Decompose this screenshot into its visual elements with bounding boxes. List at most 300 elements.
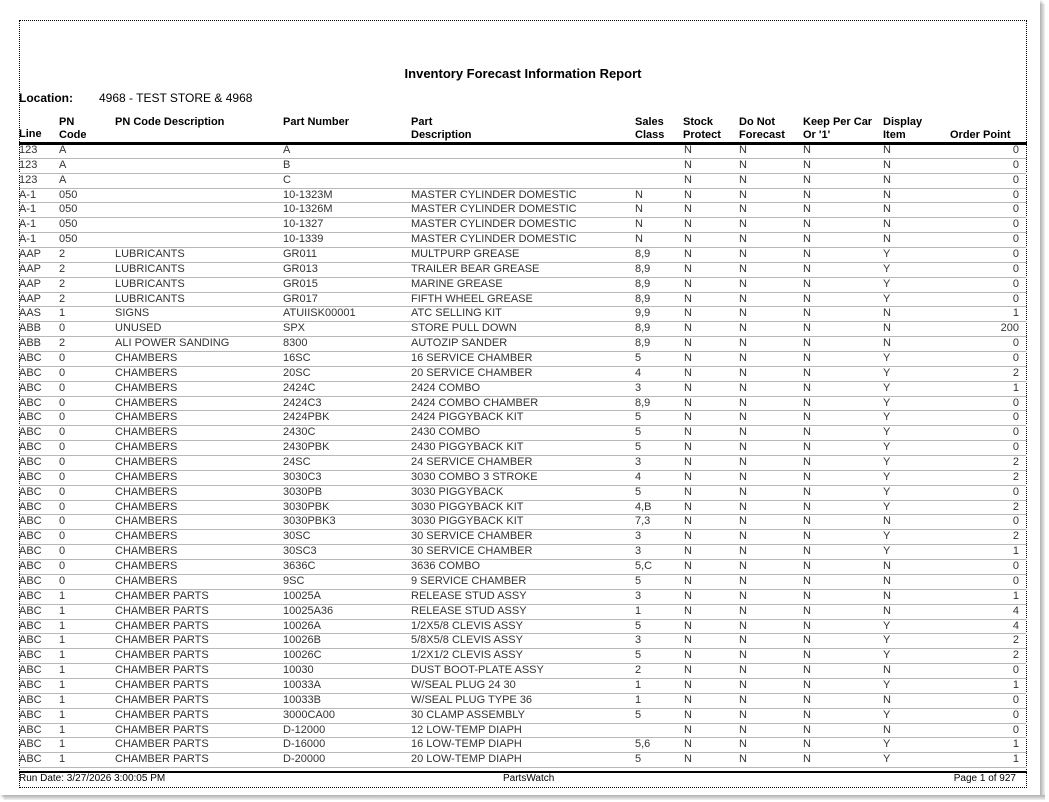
cell-keep-per-car: N xyxy=(803,560,811,573)
cell-part-description: RELEASE STUD ASSY xyxy=(411,604,527,617)
cell-order-point: 1 xyxy=(1012,589,1019,602)
cell-order-point: 2 xyxy=(1012,456,1019,469)
cell-order-point: 0 xyxy=(1012,158,1019,171)
cell-pn-code-description: CHAMBERS xyxy=(115,500,178,513)
cell-sales-class: 3 xyxy=(635,381,642,394)
cell-display-item: Y xyxy=(883,753,891,766)
cell-sales-class: 7,3 xyxy=(635,515,651,528)
cell-part-number: 3636C xyxy=(283,560,316,573)
table-row xyxy=(19,530,1027,545)
cell-display-item: Y xyxy=(883,441,891,454)
cell-line: ABC xyxy=(19,604,42,617)
cell-pn-code-description: CHAMBERS xyxy=(115,574,178,587)
cell-keep-per-car: N xyxy=(803,649,811,662)
table-row xyxy=(19,426,1027,441)
cell-line: ABC xyxy=(19,649,42,662)
cell-line: ABC xyxy=(19,381,42,394)
cell-line: A-1 xyxy=(19,188,37,201)
cell-part-description: MASTER CYLINDER DOMESTIC xyxy=(411,203,577,216)
cell-sales-class: 3 xyxy=(635,545,642,558)
cell-order-point: 0 xyxy=(1012,396,1019,409)
cell-sales-class: 5 xyxy=(635,574,642,587)
table-row xyxy=(19,411,1027,426)
table-row xyxy=(19,649,1027,664)
cell-do-not-forecast: N xyxy=(739,530,747,543)
cell-part-description: 2430 PIGGYBACK KIT xyxy=(411,441,524,454)
cell-pn-code-description: CHAMBER PARTS xyxy=(115,604,209,617)
cell-stock-protect: N xyxy=(684,396,692,409)
cell-line: ABC xyxy=(19,708,42,721)
cell-stock-protect: N xyxy=(684,738,692,751)
table-row xyxy=(19,441,1027,456)
cell-order-point: 0 xyxy=(1012,292,1019,305)
cell-part-number: D-12000 xyxy=(283,723,326,736)
cell-pn-code: A xyxy=(59,144,67,156)
header-do-not-forecast xyxy=(739,116,785,142)
cell-do-not-forecast: N xyxy=(739,203,747,216)
cell-display-item: N xyxy=(883,218,891,231)
cell-stock-protect: N xyxy=(684,144,692,156)
cell-sales-class: N xyxy=(635,218,643,231)
cell-keep-per-car: N xyxy=(803,322,811,335)
cell-part-number: 2424PBK xyxy=(283,411,330,424)
cell-display-item: N xyxy=(883,604,891,617)
cell-sales-class: 5 xyxy=(635,411,642,424)
cell-sales-class: 8,9 xyxy=(635,248,651,261)
cell-order-point: 0 xyxy=(1012,203,1019,216)
cell-order-point: 0 xyxy=(1012,426,1019,439)
cell-pn-code: 1 xyxy=(59,649,66,662)
cell-part-description: 3030 PIGGYBACK xyxy=(411,485,504,498)
cell-part-description: 2424 COMBO CHAMBER xyxy=(411,396,539,409)
cell-line: ABC xyxy=(19,619,42,632)
cell-part-description: 1/2X1/2 CLEVIS ASSY xyxy=(411,649,523,662)
cell-display-item: Y xyxy=(883,366,891,379)
cell-line: ABC xyxy=(19,426,42,439)
cell-keep-per-car: N xyxy=(803,500,811,513)
cell-line: ABC xyxy=(19,485,42,498)
cell-do-not-forecast: N xyxy=(739,218,747,231)
cell-order-point: 1 xyxy=(1012,545,1019,558)
cell-part-description: 5/8X5/8 CLEVIS ASSY xyxy=(411,634,523,647)
cell-line: ABC xyxy=(19,678,42,691)
cell-part-number: C xyxy=(283,173,291,186)
cell-part-number: 10-1327 xyxy=(283,218,324,231)
cell-display-item: Y xyxy=(883,485,891,498)
cell-part-number: GR017 xyxy=(283,292,318,305)
cell-do-not-forecast: N xyxy=(739,307,747,320)
cell-stock-protect: N xyxy=(684,515,692,528)
cell-order-point: 0 xyxy=(1012,352,1019,365)
app-name: PartsWatch xyxy=(503,773,555,784)
cell-part-number: 2430PBK xyxy=(283,441,330,454)
header-sales-class-line1: Sales xyxy=(635,116,664,128)
cell-stock-protect: N xyxy=(684,604,692,617)
cell-do-not-forecast: N xyxy=(739,545,747,558)
header-do-not-forecast-line1: Do Not xyxy=(739,116,776,128)
cell-pn-code-description: CHAMBERS xyxy=(115,485,178,498)
cell-do-not-forecast: N xyxy=(739,248,747,261)
cell-do-not-forecast: N xyxy=(739,144,747,156)
cell-keep-per-car: N xyxy=(803,277,811,290)
cell-pn-code: 1 xyxy=(59,753,66,766)
cell-part-number: ATUIISK00001 xyxy=(283,307,356,320)
header-pn-code-line1: PN xyxy=(59,116,75,128)
cell-part-number: A xyxy=(283,144,291,156)
cell-line: ABC xyxy=(19,396,42,409)
cell-pn-code: 2 xyxy=(59,262,66,275)
cell-display-item: Y xyxy=(883,396,891,409)
cell-sales-class: 5 xyxy=(635,485,642,498)
cell-pn-code: 2 xyxy=(59,337,66,350)
cell-pn-code-description: CHAMBER PARTS xyxy=(115,753,209,766)
table-row xyxy=(19,263,1027,278)
cell-part-description: 3636 COMBO xyxy=(411,560,481,573)
cell-order-point: 0 xyxy=(1012,441,1019,454)
cell-sales-class: 8,9 xyxy=(635,277,651,290)
cell-sales-class: N xyxy=(635,233,643,246)
cell-pn-code: 0 xyxy=(59,560,66,573)
cell-sales-class: 3 xyxy=(635,589,642,602)
header-pn-code-line2: Code xyxy=(59,129,87,141)
cell-pn-code-description: CHAMBERS xyxy=(115,515,178,528)
cell-do-not-forecast: N xyxy=(739,173,747,186)
cell-pn-code: 0 xyxy=(59,545,66,558)
cell-stock-protect: N xyxy=(684,233,692,246)
cell-order-point: 2 xyxy=(1012,634,1019,647)
cell-stock-protect: N xyxy=(684,456,692,469)
cell-part-number: 9SC xyxy=(283,574,305,587)
table-row xyxy=(19,144,1027,159)
table-row xyxy=(19,709,1027,724)
cell-part-description: MASTER CYLINDER DOMESTIC xyxy=(411,218,577,231)
cell-line: ABC xyxy=(19,560,42,573)
table-row xyxy=(19,218,1027,233)
cell-part-number: GR013 xyxy=(283,262,318,275)
cell-keep-per-car: N xyxy=(803,708,811,721)
cell-part-description: 30 SERVICE CHAMBER xyxy=(411,545,533,558)
cell-sales-class: 5,6 xyxy=(635,738,651,751)
cell-display-item: N xyxy=(883,574,891,587)
cell-do-not-forecast: N xyxy=(739,589,747,602)
cell-order-point: 2 xyxy=(1012,530,1019,543)
cell-pn-code: 0 xyxy=(59,381,66,394)
table-row xyxy=(19,634,1027,649)
header-order-point: Order Point xyxy=(950,129,1011,141)
cell-do-not-forecast: N xyxy=(739,158,747,171)
cell-keep-per-car: N xyxy=(803,545,811,558)
cell-part-number: 16SC xyxy=(283,352,311,365)
cell-pn-code: 1 xyxy=(59,604,66,617)
cell-display-item: N xyxy=(883,307,891,320)
cell-part-number: D-16000 xyxy=(283,738,326,751)
cell-keep-per-car: N xyxy=(803,307,811,320)
cell-do-not-forecast: N xyxy=(739,738,747,751)
header-part-description xyxy=(411,116,472,142)
cell-keep-per-car: N xyxy=(803,381,811,394)
cell-stock-protect: N xyxy=(684,277,692,290)
cell-pn-code: 0 xyxy=(59,411,66,424)
cell-display-item: N xyxy=(883,723,891,736)
cell-part-description: 12 LOW-TEMP DIAPH xyxy=(411,723,522,736)
cell-display-item: N xyxy=(883,233,891,246)
header-keep-per-car-line2: Or '1' xyxy=(803,129,831,141)
cell-stock-protect: N xyxy=(684,158,692,171)
cell-part-description: 2430 COMBO xyxy=(411,426,481,439)
cell-pn-code-description: CHAMBER PARTS xyxy=(115,664,209,677)
header-stock-protect-line1: Stock xyxy=(683,116,713,128)
table-row xyxy=(19,159,1027,174)
cell-line: ABC xyxy=(19,738,42,751)
cell-line: 123 xyxy=(19,173,38,186)
cell-line: A-1 xyxy=(19,218,37,231)
cell-part-number: 24SC xyxy=(283,456,311,469)
table-row xyxy=(19,203,1027,218)
cell-pn-code: 050 xyxy=(59,188,78,201)
cell-display-item: N xyxy=(883,188,891,201)
cell-pn-code-description: CHAMBER PARTS xyxy=(115,708,209,721)
cell-do-not-forecast: N xyxy=(739,485,747,498)
cell-display-item: Y xyxy=(883,634,891,647)
cell-order-point: 0 xyxy=(1012,248,1019,261)
cell-pn-code: 0 xyxy=(59,470,66,483)
cell-pn-code-description: CHAMBERS xyxy=(115,366,178,379)
cell-keep-per-car: N xyxy=(803,664,811,677)
cell-part-number: 2424C3 xyxy=(283,396,322,409)
cell-keep-per-car: N xyxy=(803,604,811,617)
cell-do-not-forecast: N xyxy=(739,337,747,350)
cell-stock-protect: N xyxy=(684,530,692,543)
table-row xyxy=(19,397,1027,412)
table-row xyxy=(19,620,1027,635)
cell-display-item: Y xyxy=(883,545,891,558)
table-row xyxy=(19,293,1027,308)
cell-do-not-forecast: N xyxy=(739,262,747,275)
cell-order-point: 0 xyxy=(1012,337,1019,350)
cell-pn-code: A xyxy=(59,173,67,186)
cell-part-number: 10033B xyxy=(283,693,321,706)
header-part-description-line2: Description xyxy=(411,129,472,141)
cell-display-item: N xyxy=(883,693,891,706)
cell-order-point: 4 xyxy=(1012,619,1019,632)
cell-order-point: 0 xyxy=(1012,233,1019,246)
cell-do-not-forecast: N xyxy=(739,500,747,513)
cell-pn-code: 0 xyxy=(59,441,66,454)
page-shadow-right xyxy=(1040,4,1045,799)
header-sales-class xyxy=(635,116,664,142)
cell-display-item: N xyxy=(883,589,891,602)
cell-keep-per-car: N xyxy=(803,173,811,186)
cell-stock-protect: N xyxy=(684,560,692,573)
cell-pn-code-description: CHAMBER PARTS xyxy=(115,693,209,706)
cell-pn-code-description: SIGNS xyxy=(115,307,150,320)
table-row xyxy=(19,382,1027,397)
cell-do-not-forecast: N xyxy=(739,396,747,409)
cell-stock-protect: N xyxy=(684,203,692,216)
table-row xyxy=(19,322,1027,337)
cell-pn-code-description: UNUSED xyxy=(115,322,162,335)
cell-part-number: 2430C xyxy=(283,426,316,439)
cell-stock-protect: N xyxy=(684,188,692,201)
cell-display-item: N xyxy=(883,158,891,171)
cell-keep-per-car: N xyxy=(803,589,811,602)
cell-part-description: 30 SERVICE CHAMBER xyxy=(411,530,533,543)
cell-part-number: 3000CA00 xyxy=(283,708,335,721)
table-row xyxy=(19,337,1027,352)
cell-sales-class: 8,9 xyxy=(635,337,651,350)
cell-order-point: 0 xyxy=(1012,574,1019,587)
cell-do-not-forecast: N xyxy=(739,678,747,691)
cell-pn-code: 1 xyxy=(59,634,66,647)
header-part-description-line1: Part xyxy=(411,116,433,128)
cell-stock-protect: N xyxy=(684,366,692,379)
cell-stock-protect: N xyxy=(684,441,692,454)
cell-keep-per-car: N xyxy=(803,158,811,171)
cell-line: AAP xyxy=(19,248,42,261)
cell-pn-code: 1 xyxy=(59,589,66,602)
cell-keep-per-car: N xyxy=(803,470,811,483)
cell-part-description: MULTPURP GREASE xyxy=(411,248,520,261)
header-display-item-line2: Item xyxy=(883,129,906,141)
cell-stock-protect: N xyxy=(684,485,692,498)
cell-order-point: 0 xyxy=(1012,173,1019,186)
cell-sales-class: 8,9 xyxy=(635,322,651,335)
cell-sales-class: 4,B xyxy=(635,500,652,513)
cell-order-point: 0 xyxy=(1012,188,1019,201)
cell-do-not-forecast: N xyxy=(739,664,747,677)
cell-sales-class: 5 xyxy=(635,619,642,632)
cell-order-point: 2 xyxy=(1012,366,1019,379)
cell-display-item: Y xyxy=(883,500,891,513)
cell-sales-class: 4 xyxy=(635,366,642,379)
cell-order-point: 0 xyxy=(1012,218,1019,231)
cell-stock-protect: N xyxy=(684,248,692,261)
table-row xyxy=(19,278,1027,293)
cell-line: 123 xyxy=(19,144,38,156)
cell-part-description: MASTER CYLINDER DOMESTIC xyxy=(411,188,577,201)
cell-display-item: Y xyxy=(883,456,891,469)
cell-part-number: 3030PBK3 xyxy=(283,515,336,528)
table-row xyxy=(19,367,1027,382)
table-row xyxy=(19,753,1027,768)
cell-part-description: ATC SELLING KIT xyxy=(411,307,502,320)
cell-display-item: Y xyxy=(883,277,891,290)
cell-line: ABC xyxy=(19,366,42,379)
cell-do-not-forecast: N xyxy=(739,649,747,662)
table-row xyxy=(19,605,1027,620)
cell-pn-code: 2 xyxy=(59,277,66,290)
cell-part-number: B xyxy=(283,158,291,171)
cell-part-description: 30 CLAMP ASSEMBLY xyxy=(411,708,525,721)
cell-pn-code: 0 xyxy=(59,426,66,439)
cell-part-number: 3030PB xyxy=(283,485,323,498)
cell-display-item: Y xyxy=(883,248,891,261)
cell-stock-protect: N xyxy=(684,664,692,677)
table-row xyxy=(19,486,1027,501)
cell-sales-class: 4 xyxy=(635,470,642,483)
cell-do-not-forecast: N xyxy=(739,292,747,305)
cell-pn-code: 1 xyxy=(59,664,66,677)
cell-part-description: FIFTH WHEEL GREASE xyxy=(411,292,533,305)
cell-keep-per-car: N xyxy=(803,426,811,439)
cell-order-point: 0 xyxy=(1012,723,1019,736)
cell-order-point: 0 xyxy=(1012,411,1019,424)
cell-line: ABB xyxy=(19,322,42,335)
cell-part-number: 10025A xyxy=(283,589,321,602)
cell-stock-protect: N xyxy=(684,322,692,335)
cell-keep-per-car: N xyxy=(803,441,811,454)
cell-line: ABC xyxy=(19,515,42,528)
cell-order-point: 0 xyxy=(1012,515,1019,528)
cell-pn-code: 0 xyxy=(59,515,66,528)
cell-display-item: N xyxy=(883,560,891,573)
cell-pn-code-description: CHAMBERS xyxy=(115,470,178,483)
cell-order-point: 0 xyxy=(1012,664,1019,677)
cell-sales-class: 5,C xyxy=(635,560,653,573)
cell-keep-per-car: N xyxy=(803,188,811,201)
cell-pn-code: 0 xyxy=(59,396,66,409)
cell-pn-code: 0 xyxy=(59,456,66,469)
cell-keep-per-car: N xyxy=(803,292,811,305)
cell-part-number: 10-1326M xyxy=(283,203,333,216)
header-do-not-forecast-line2: Forecast xyxy=(739,129,785,141)
cell-line: ABC xyxy=(19,470,42,483)
cell-line: ABC xyxy=(19,574,42,587)
cell-pn-code: 050 xyxy=(59,233,78,246)
cell-part-description: 2424 PIGGYBACK KIT xyxy=(411,411,524,424)
cell-display-item: Y xyxy=(883,738,891,751)
report-table-body xyxy=(19,144,1027,768)
header-stock-protect xyxy=(683,116,721,142)
cell-order-point: 0 xyxy=(1012,560,1019,573)
cell-order-point: 2 xyxy=(1012,649,1019,662)
location-label: Location: xyxy=(19,91,73,105)
cell-display-item: N xyxy=(883,144,891,156)
cell-stock-protect: N xyxy=(684,218,692,231)
cell-part-number: 10033A xyxy=(283,678,321,691)
cell-line: ABC xyxy=(19,693,42,706)
cell-pn-code: 1 xyxy=(59,678,66,691)
cell-order-point: 2 xyxy=(1012,500,1019,513)
cell-do-not-forecast: N xyxy=(739,574,747,587)
cell-order-point: 0 xyxy=(1012,262,1019,275)
cell-pn-code: 0 xyxy=(59,530,66,543)
table-row xyxy=(19,456,1027,471)
cell-keep-per-car: N xyxy=(803,485,811,498)
cell-part-number: D-20000 xyxy=(283,753,326,766)
cell-sales-class: 3 xyxy=(635,456,642,469)
cell-sales-class: 3 xyxy=(635,530,642,543)
cell-stock-protect: N xyxy=(684,307,692,320)
table-row xyxy=(19,307,1027,322)
cell-order-point: 4 xyxy=(1012,604,1019,617)
run-date: Run Date: 3/27/2026 3:00:05 PM xyxy=(19,773,166,784)
cell-do-not-forecast: N xyxy=(739,411,747,424)
cell-do-not-forecast: N xyxy=(739,233,747,246)
cell-sales-class: 5 xyxy=(635,426,642,439)
cell-stock-protect: N xyxy=(684,693,692,706)
cell-pn-code-description: CHAMBERS xyxy=(115,441,178,454)
cell-line: ABC xyxy=(19,723,42,736)
cell-pn-code: 0 xyxy=(59,366,66,379)
cell-display-item: N xyxy=(883,322,891,335)
cell-do-not-forecast: N xyxy=(739,470,747,483)
cell-keep-per-car: N xyxy=(803,634,811,647)
cell-keep-per-car: N xyxy=(803,515,811,528)
cell-sales-class: N xyxy=(635,188,643,201)
cell-sales-class: 3 xyxy=(635,634,642,647)
cell-line: AAP xyxy=(19,277,42,290)
